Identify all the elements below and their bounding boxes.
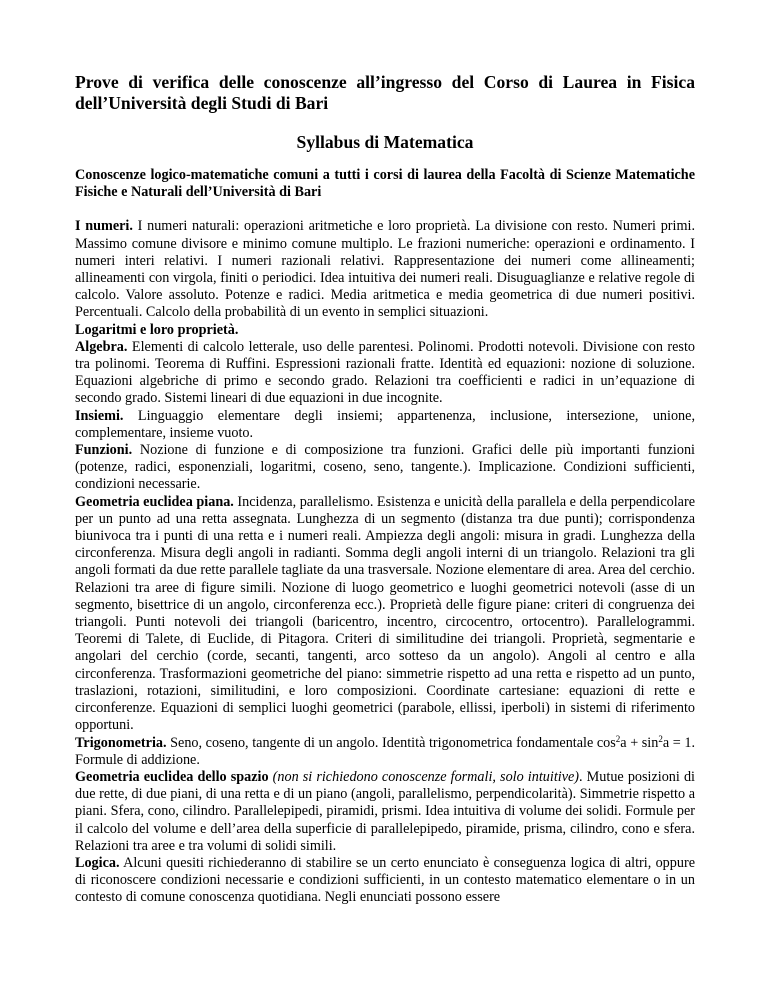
section-heading: Algebra. [75,338,128,355]
section-funzioni [75,442,695,494]
document-intro: Conoscenze logico-matematiche comuni a tutti i corsi di laurea della Facoltà di Scienze Matematiche Fisiche e Naturali dell’Università di Bari [75,167,695,201]
section-geometria-spazio [75,769,695,855]
section-algebra [75,339,695,408]
section-heading: Logica. [75,854,120,871]
section-note: (non si richiedono conoscenze formali, solo intuitive) [272,768,580,785]
document-page [75,72,695,907]
section-heading: Funzioni. [75,442,133,459]
section-heading: Geometria euclidea dello spazio [75,768,269,785]
section-text: Alcuni quesiti richiederanno di stabilire se un certo enunciato è conseguenza logica di altri, oppure di riconoscere condizioni necessarie e condizioni sufficienti, in un contesto matematico elementare o in un contesto di comune conoscenza quotidiana. Negli enunciati possono essere [75,854,695,906]
section-logica [75,855,695,907]
syllabus-body [75,218,695,906]
section-heading: Logaritmi e loro proprietà. [75,321,239,338]
section-logaritmi [75,322,695,339]
section-numeri [75,218,695,321]
document-subtitle: Syllabus di Matematica [296,132,474,152]
section-heading: Trigonometria. [75,734,167,751]
section-text: Linguaggio elementare degli insiemi; appartenenza, inclusione, intersezione, unione, complementare, insieme vuoto. [75,407,695,441]
section-heading: I numeri. [75,218,133,235]
section-text: I numeri naturali: operazioni aritmetiche e loro proprietà. La divisione con resto. Numeri primi. Massimo comune divisore e minimo comune multiplo. Le frazioni numeriche: operazioni e ordinamento. I numeri interi relativi. I numeri razionali relativi. Rappresentazione dei numeri come allineamenti; allineamenti con virgola, finiti o periodici. Idea intuitiva dei numeri reali. Disuguaglianze e relative regole di calcolo. Valore assoluto. Potenze e radici. Media aritmetica e media geometrica di due numeri positivi. Percentuali. Calcolo della probabilità di un evento in semplici situazioni. [75,218,696,321]
section-text: . Mutue posizioni di due rette, di due piani, di una retta e di un piano (angoli, parallelismo, perpendicolarità). Simmetrie rispetto a piani. Sfera, cono, cilindro. Parallelepipedi, piramidi, prismi. Idea intuitiva di volume dei solidi. Formule per il calcolo del volume e dell’area della superficie di parallelepipedo, piramide, prisma, cilindro, cono e sfera. Relazioni tra aree e tra volumi di solidi simili. [75,768,695,854]
section-text: Incidenza, parallelismo. Esistenza e unicità della parallela e della perpendicolare per un punto ad una retta assegnata. Lunghezza di un segmento (distanza tra due punti); corrispondenza biunivoca tra i punti di una retta e i numeri reali. Ampiezza degli angoli: misura in gradi. Lunghezza della circonferenza. Misura degli angoli in radianti. Somma degli angoli interni di un triangolo. Relazioni tra gli angoli formati da due rette parallele tagliate da una trasversale. Nozione elementare di area. Area del cerchio. Relazioni tra aree di figure simili. Nozione di luogo geometrico e luoghi geometrici notevoli (asse di un segmento, bisettrice di un angolo, circonferenza ecc.). Proprietà delle figure piane: criteri di congruenza dei triangoli. Punti notevoli dei triangoli (baricentro, incentro, circocentro, ortocentro). Parallelogrammi. Teoremi di Talete, di Euclide, di Pitagora. Criteri di similitudine dei triangoli. Proprietà, segmentarie e angolari del cerchio (corde, secanti, tangenti, arco sotteso da un angolo). Angoli al centro e alla circonferenza. Trasformazioni geometriche del piano: simmetrie rispetto ad una retta e rispetto ad un punto, traslazioni, rotazioni, similitudini, e loro composizioni. Coordinate cartesiane: equazioni di rette e circonferenze. Equazioni di semplici luoghi geometrici (parabole, ellissi, iperboli) in sistemi di riferimento opportuni. [75,493,695,734]
section-text: a + sin [620,734,659,751]
section-heading: Geometria euclidea piana. [75,493,234,510]
superscript: 2 [615,733,621,744]
section-text: Nozione di funzione e di composizione tra funzioni. Grafici delle più importanti funzioni (potenze, radici, esponenziali, logaritmi, coseno, seno, tangente.). Implicazione. Condizioni sufficienti, condizioni necessarie. [75,442,695,493]
section-geometria-piana [75,494,695,735]
document-title: Prove di verifica delle conoscenze all’ingresso del Corso di Laurea in Fisica dell’Università degli Studi di Bari [75,72,695,113]
section-trigonometria [75,735,695,769]
section-heading: Insiemi. [75,407,124,424]
section-text: Seno, coseno, tangente di un angolo. Identità trigonometrica fondamentale cos [166,734,616,751]
section-text: a = 1. Formule di addizione. [75,734,695,768]
section-insiemi [75,408,695,442]
superscript: 2 [658,733,663,744]
section-text: Elementi di calcolo letterale, uso delle parentesi. Polinomi. Prodotti notevoli. Divisione con resto tra polinomi. Teorema di Ruffini. Espressioni razionali fratte. Identità ed equazioni: nozione di soluzione. Equazioni algebriche di primo e secondo grado. Relazioni tra coefficienti e radici in un’equazione di secondo grado. Sistemi lineari di due equazioni in due incognite. [75,338,695,407]
